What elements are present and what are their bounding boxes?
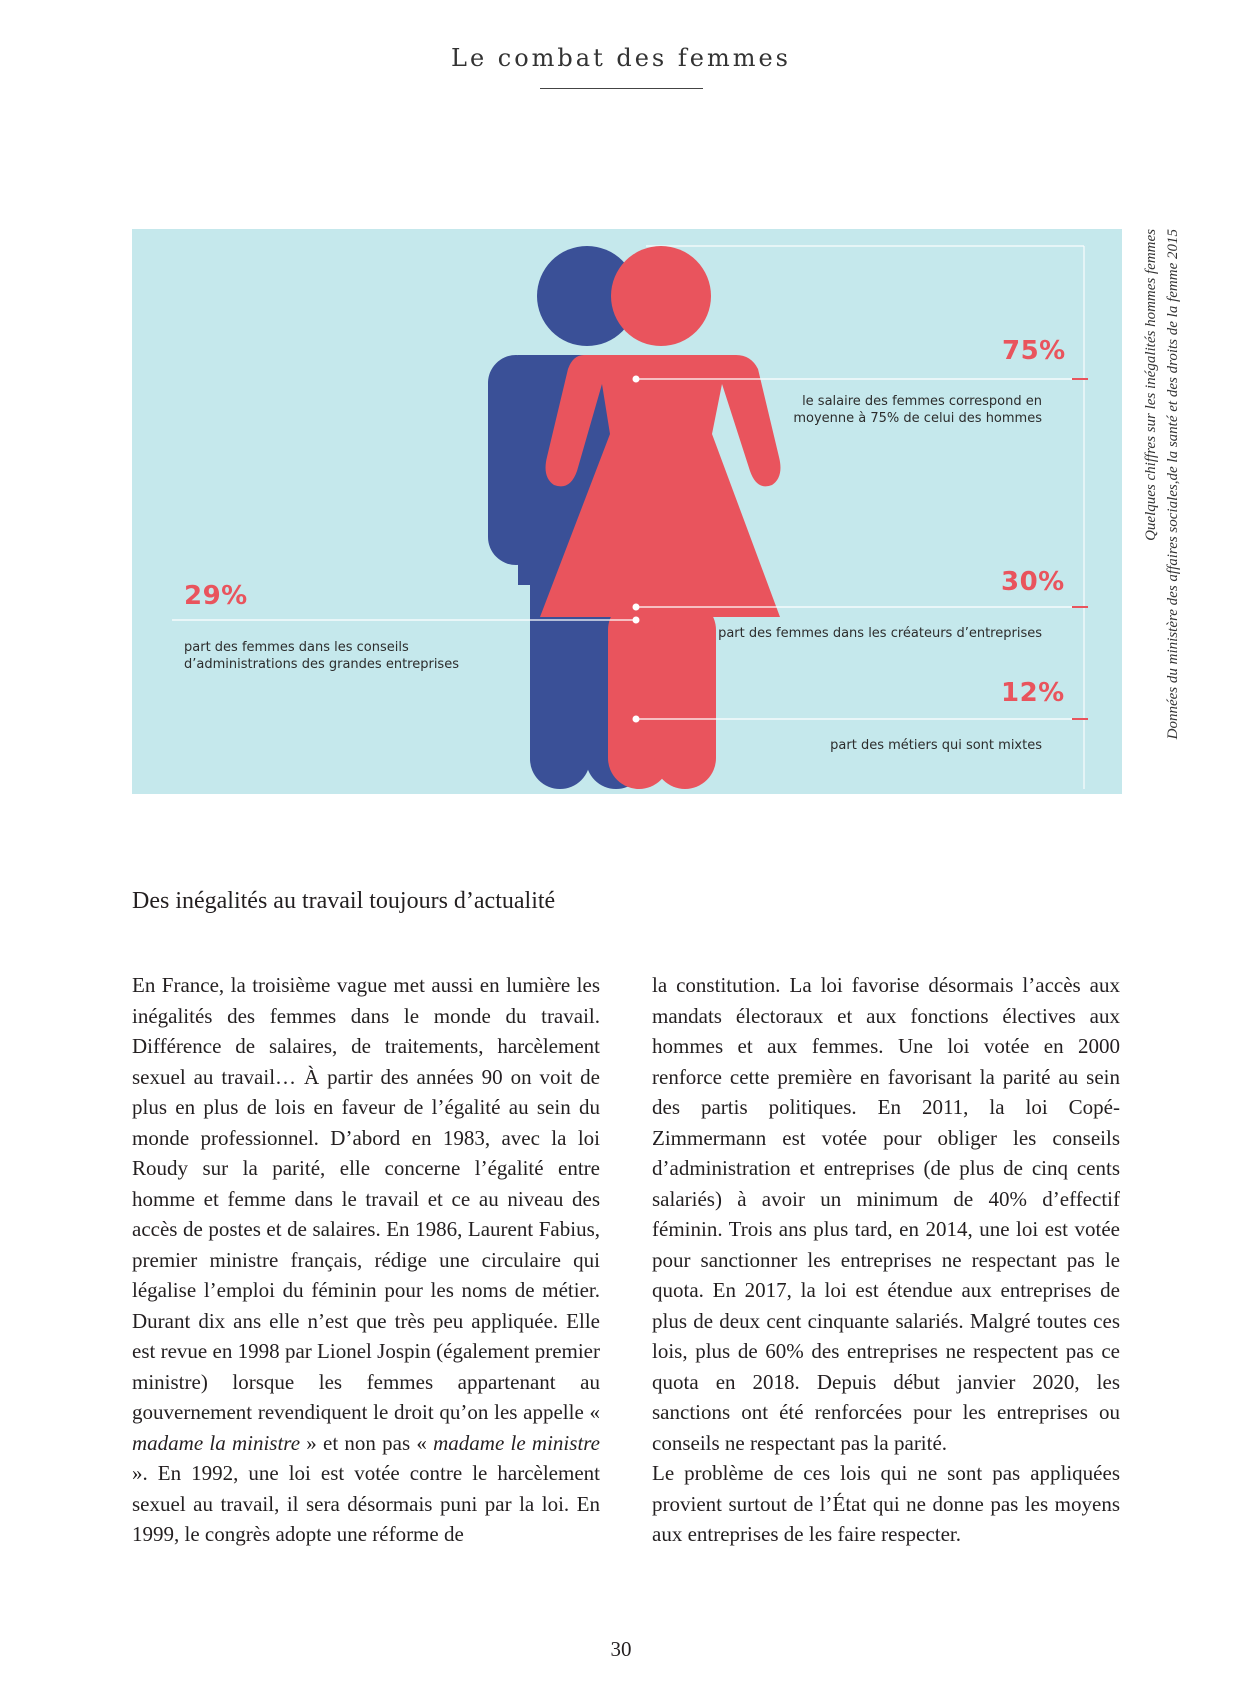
stat-desc-boards: part des femmes dans les conseils d’administrations des grandes entreprises: [184, 640, 459, 672]
stat-value-boards: 29%: [184, 581, 248, 611]
header-rule: [540, 88, 703, 89]
stat-desc-founders: part des femmes dans les créateurs d’entreprises: [718, 626, 1042, 641]
left-column: [132, 970, 600, 1550]
running-head: Le combat des femmes: [451, 44, 791, 72]
stat-value-founders: 30%: [1001, 567, 1065, 597]
right-paragraph-1: la constitution. La loi favorise désormais l’accès aux mandats électoraux et aux fonctions électives aux hommes et aux femmes. Une loi votée en 2000 renforce cette première en favorisant la parité au sein des partis politiques. En 2011, la loi Copé-Zimmermann est votée pour obliger les conseils d’administration et entreprises (de plus de cinq cents salariés) à avoir un minimum de 40% d’effectif féminin. Trois ans plus tard, en 2014, une loi est votée pour sanctionner les entreprises ne respectant pas le quota. En 2017, la loi est étendue aux entreprises de plus de deux cent cinquante salariés. Malgré toutes ces lois, plus de 60% des entreprises ne respectent pas ce quota en 2018. Depuis début janvier 2020, les sanctions ont été renforcées pour les entreprises ou conseils ne respectant pas la parité.: [652, 973, 1120, 1455]
caption-line-2: Données du ministère des affaires sociales,de la santé et des droits de la femme 2015: [1165, 229, 1181, 740]
right-paragraph-2: Le problème de ces lois qui ne sont pas appliquées provient surtout de l’État qui ne donne pas les moyens aux entreprises de les faire respecter.: [652, 1461, 1120, 1546]
caption-line-1: Quelques chiffres sur les inégalités hommes femmes: [1143, 229, 1159, 541]
stat-value-salary: 75%: [1002, 336, 1066, 366]
emphasis-madame-la-ministre: madame la ministre: [132, 1430, 301, 1455]
left-paragraph: En France, la troisième vague met aussi en lumière les inégalités des femmes dans le monde du travail. Différence de salaires, de traitements, harcèlement sexuel au travail… À partir des années 90 on voit de plus en plus de lois en faveur de l’égalité au sein du monde professionnel. D’abord en 1983, avec la loi Roudy sur la parité, elle concerne l’égalité entre homme et femme dans le travail et ce au niveau des accès de postes et de salaires. En 1986, Laurent Fabius, premier ministre français, rédige une circulaire qui légalise l’emploi du féminin pour les noms de métier. Durant dix ans elle n’est que très peu appliquée. Elle est revue en 1998 par Lionel Jospin (également premier ministre) lorsque les femmes appartenant au gouvernement revendiquent le droit qu’on les appelle « madame la ministre » et non pas « madame le ministre ». En 1992, une loi est votée contre le harcèlement sexuel au travail, il sera désormais puni par la loi. En 1999, le congrès adopte une réforme de: [132, 973, 600, 1546]
section-heading: Des inégalités au travail toujours d’actualité: [132, 888, 556, 914]
infographic-caption: [1140, 229, 1200, 789]
accent-ticks: [1072, 379, 1088, 719]
stat-desc-mixed-jobs: part des métiers qui sont mixtes: [830, 738, 1042, 753]
stat-desc-salary: le salaire des femmes correspond en moyenne à 75% de celui des hommes: [793, 394, 1042, 426]
emphasis-madame-le-ministre: madame le ministre: [433, 1430, 600, 1455]
right-column: [652, 970, 1120, 1550]
page-number: 30: [610, 1637, 632, 1661]
infographic: [132, 229, 1122, 794]
stat-value-mixed-jobs: 12%: [1001, 678, 1065, 708]
figures-illustration: [132, 229, 1122, 794]
